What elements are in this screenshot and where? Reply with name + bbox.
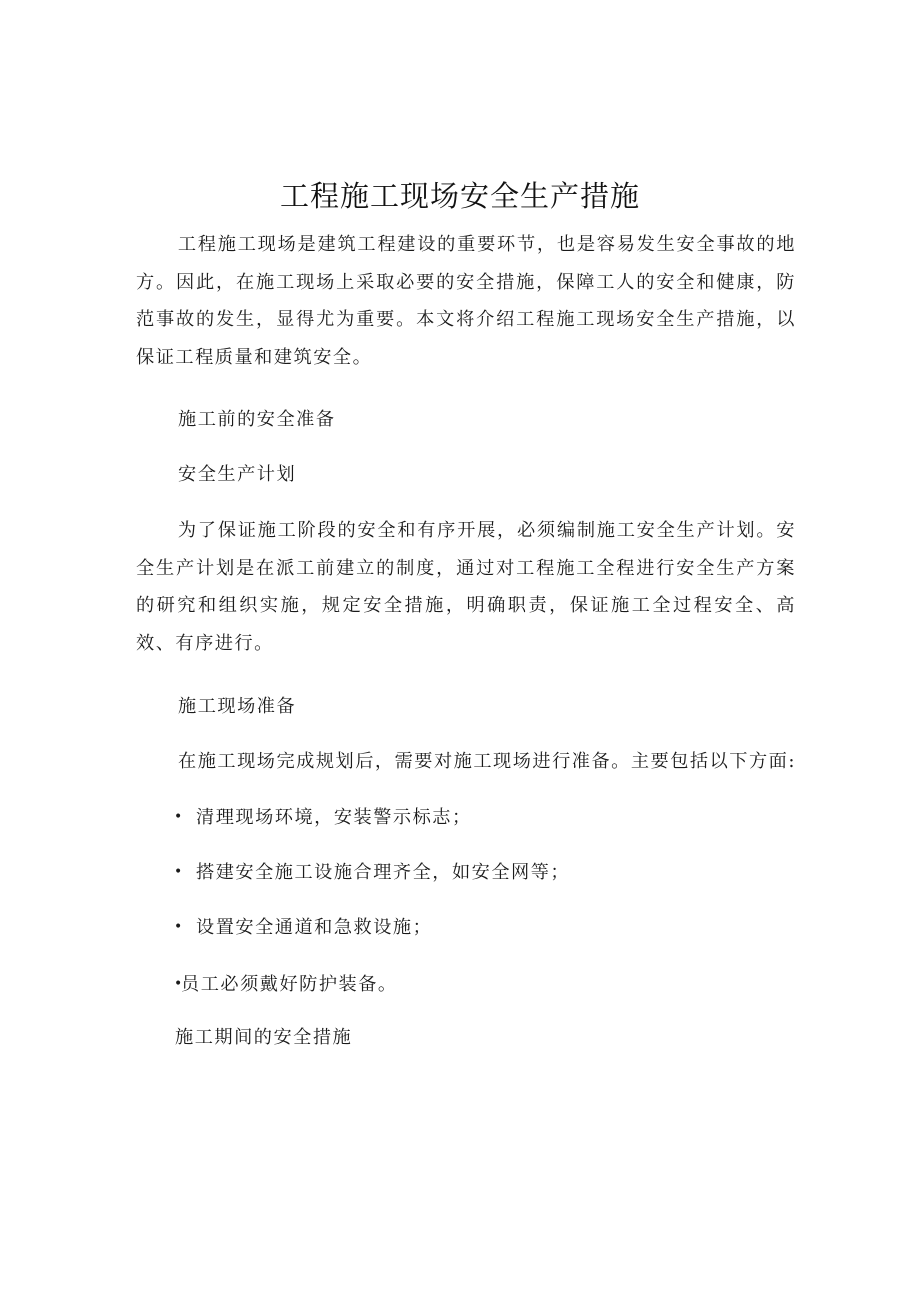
list-item-text: 设置安全通道和急救设施； — [196, 917, 433, 938]
document-title: 工程施工现场安全生产措施 — [279, 179, 640, 213]
subsection-heading-site-preparation: 施工现场准备 — [178, 696, 297, 717]
section-heading-during-construction: 施工期间的安全措施 — [175, 1027, 353, 1048]
list-item — [174, 802, 472, 833]
bullet-icon: • — [174, 919, 184, 935]
subsection-heading-safety-plan: 安全生产计划 — [178, 464, 297, 485]
list-item-text: 员工必须戴好防护装备。 — [181, 974, 398, 995]
list-item-text: 搭建安全施工设施合理齐全，如安全网等； — [196, 862, 571, 883]
list-item-text: 清理现场环境，安装警示标志； — [196, 807, 472, 828]
intro-paragraph: 工程施工现场是建筑工程建设的重要环节，也是容易发生安全事故的地方。因此，在施工现场上采取必要的安全措施，保障工人的安全和健康，防范事故的发生，显得尤为重要。本文将介绍工程施工现场安全生产措施，以保证工程质量和建筑安全。 — [136, 234, 796, 368]
section-heading-preparation: 施工前的安全准备 — [178, 409, 336, 430]
bullet-icon: • — [174, 976, 184, 992]
list-item — [174, 912, 432, 943]
safety-plan-paragraph: 为了保证施工阶段的安全和有序开展，必须编制施工安全生产计划。安全生产计划是在派工前建立的制度，通过对工程施工全程进行安全生产方案的研究和组织实施，规定安全措施，明确职责，保证施工全过程安全、高效、有序进行。 — [136, 520, 796, 654]
list-item — [174, 857, 570, 888]
bullet-icon: • — [174, 809, 184, 825]
site-preparation-intro: 在施工现场完成规划后，需要对施工现场进行准备。主要包括以下方面: — [178, 751, 796, 772]
bullet-icon: • — [174, 864, 184, 880]
list-item — [174, 969, 398, 1000]
